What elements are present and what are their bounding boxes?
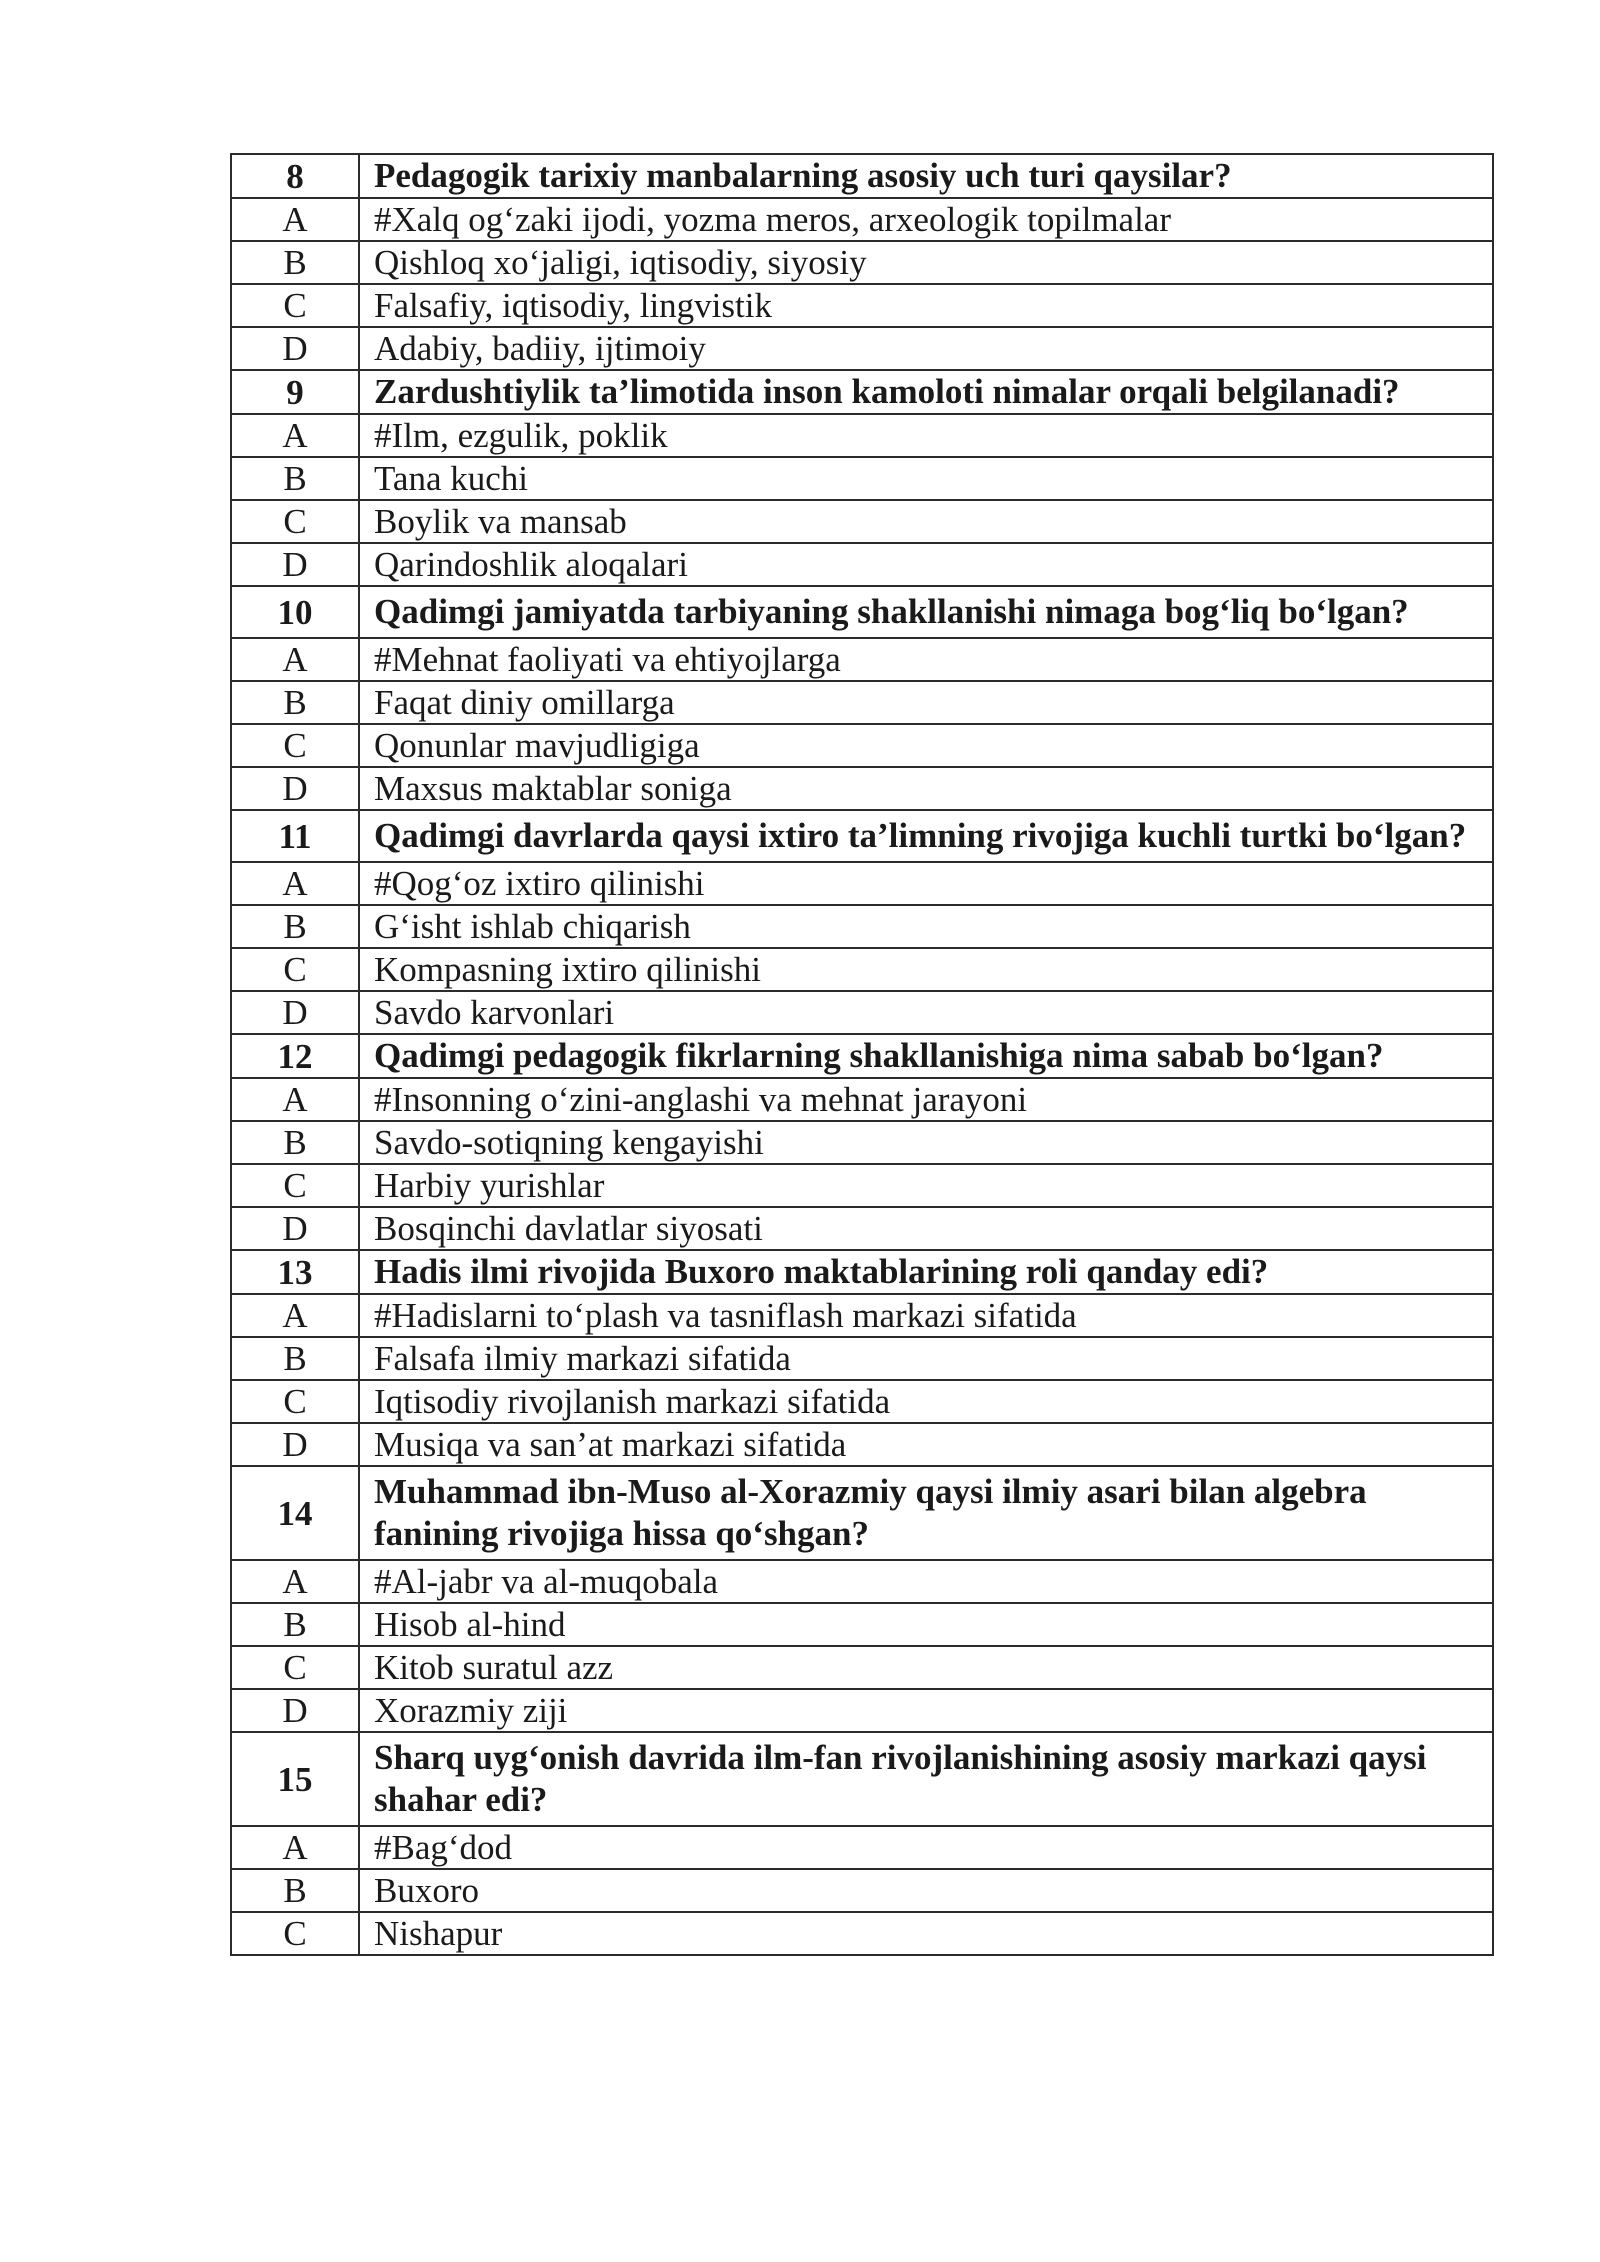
option-row xyxy=(231,905,1493,948)
option-letter: A xyxy=(231,862,359,905)
question-text: Sharq uyg‘onish davrida ilm-fan rivojlanishining asosiy markazi qaysi shahar edi? xyxy=(359,1732,1493,1826)
option-text: Falsafa ilmiy markazi sifatida xyxy=(359,1337,1493,1380)
question-number: 12 xyxy=(231,1034,359,1078)
question-row xyxy=(231,1732,1493,1826)
option-row xyxy=(231,1603,1493,1646)
option-text: Qishloq xo‘jaligi, iqtisodiy, siyosiy xyxy=(359,241,1493,284)
option-row xyxy=(231,1207,1493,1250)
option-row xyxy=(231,948,1493,991)
option-text: Xorazmiy ziji xyxy=(359,1689,1493,1732)
option-letter: D xyxy=(231,767,359,810)
quiz-table-body xyxy=(231,154,1493,1955)
option-row xyxy=(231,284,1493,327)
option-letter: C xyxy=(231,500,359,543)
option-text: Harbiy yurishlar xyxy=(359,1164,1493,1207)
question-text: Qadimgi davrlarda qaysi ixtiro ta’limning rivojiga kuchli turtki bo‘lgan? xyxy=(359,810,1493,862)
option-letter: A xyxy=(231,638,359,681)
option-text: Musiqa va san’at markazi sifatida xyxy=(359,1423,1493,1466)
option-text: Kitob suratul azz xyxy=(359,1646,1493,1689)
option-letter: C xyxy=(231,1912,359,1955)
option-row xyxy=(231,241,1493,284)
option-text: #Insonning o‘zini-anglashi va mehnat jarayoni xyxy=(359,1078,1493,1121)
option-row xyxy=(231,1078,1493,1121)
option-row xyxy=(231,1121,1493,1164)
option-text: Hisob al-hind xyxy=(359,1603,1493,1646)
option-row xyxy=(231,1826,1493,1869)
option-text: #Al-jabr va al-muqobala xyxy=(359,1560,1493,1603)
option-letter: C xyxy=(231,284,359,327)
option-letter: B xyxy=(231,1869,359,1912)
question-number: 15 xyxy=(231,1732,359,1826)
option-row xyxy=(231,1294,1493,1337)
option-row xyxy=(231,1423,1493,1466)
question-number: 9 xyxy=(231,370,359,414)
option-letter: D xyxy=(231,1689,359,1732)
option-letter: B xyxy=(231,457,359,500)
option-row xyxy=(231,681,1493,724)
option-letter: C xyxy=(231,948,359,991)
option-row xyxy=(231,543,1493,586)
option-row xyxy=(231,457,1493,500)
option-text: #Qog‘oz ixtiro qilinishi xyxy=(359,862,1493,905)
option-text: Iqtisodiy rivojlanish markazi sifatida xyxy=(359,1380,1493,1423)
option-row xyxy=(231,1164,1493,1207)
option-letter: B xyxy=(231,1121,359,1164)
option-text: Bosqinchi davlatlar siyosati xyxy=(359,1207,1493,1250)
option-letter: D xyxy=(231,543,359,586)
option-text: Qarindoshlik aloqalari xyxy=(359,543,1493,586)
option-text: #Bag‘dod xyxy=(359,1826,1493,1869)
option-letter: C xyxy=(231,1164,359,1207)
question-number: 10 xyxy=(231,586,359,638)
option-row xyxy=(231,1912,1493,1955)
option-row xyxy=(231,724,1493,767)
question-row xyxy=(231,370,1493,414)
option-letter: A xyxy=(231,414,359,457)
option-letter: B xyxy=(231,241,359,284)
option-row xyxy=(231,500,1493,543)
question-row xyxy=(231,1250,1493,1294)
option-letter: D xyxy=(231,327,359,370)
question-number: 11 xyxy=(231,810,359,862)
option-text: Savdo karvonlari xyxy=(359,991,1493,1034)
option-text: Qonunlar mavjudligiga xyxy=(359,724,1493,767)
option-row xyxy=(231,198,1493,241)
option-letter: B xyxy=(231,681,359,724)
option-row xyxy=(231,1689,1493,1732)
option-letter: A xyxy=(231,1294,359,1337)
option-text: #Hadislarni to‘plash va tasniflash markazi sifatida xyxy=(359,1294,1493,1337)
option-text: Falsafiy, iqtisodiy, lingvistik xyxy=(359,284,1493,327)
question-row xyxy=(231,1466,1493,1560)
option-letter: B xyxy=(231,1337,359,1380)
option-letter: B xyxy=(231,1603,359,1646)
question-row xyxy=(231,810,1493,862)
option-text: #Xalq og‘zaki ijodi, yozma meros, arxeologik topilmalar xyxy=(359,198,1493,241)
option-row xyxy=(231,991,1493,1034)
option-text: Maxsus maktablar soniga xyxy=(359,767,1493,810)
question-row xyxy=(231,1034,1493,1078)
question-text: Zardushtiylik ta’limotida inson kamoloti nimalar orqali belgilanadi? xyxy=(359,370,1493,414)
question-text: Qadimgi jamiyatda tarbiyaning shakllanishi nimaga bog‘liq bo‘lgan? xyxy=(359,586,1493,638)
option-letter: A xyxy=(231,1560,359,1603)
question-number: 8 xyxy=(231,154,359,198)
question-row xyxy=(231,586,1493,638)
option-letter: C xyxy=(231,1380,359,1423)
question-number: 14 xyxy=(231,1466,359,1560)
option-letter: A xyxy=(231,198,359,241)
option-text: #Ilm, ezgulik, poklik xyxy=(359,414,1493,457)
option-row xyxy=(231,1869,1493,1912)
option-text: Buxoro xyxy=(359,1869,1493,1912)
question-row xyxy=(231,154,1493,198)
option-text: G‘isht ishlab chiqarish xyxy=(359,905,1493,948)
option-letter: D xyxy=(231,1423,359,1466)
option-row xyxy=(231,1380,1493,1423)
question-text: Pedagogik tarixiy manbalarning asosiy uch turi qaysilar? xyxy=(359,154,1493,198)
option-letter: D xyxy=(231,1207,359,1250)
option-letter: C xyxy=(231,724,359,767)
option-row xyxy=(231,767,1493,810)
question-text: Muhammad ibn-Muso al-Xorazmiy qaysi ilmiy asari bilan algebra fanining rivojiga hissa qo‘shgan? xyxy=(359,1466,1493,1560)
option-text: Savdo-sotiqning kengayishi xyxy=(359,1121,1493,1164)
option-letter: B xyxy=(231,905,359,948)
option-letter: D xyxy=(231,991,359,1034)
option-letter: A xyxy=(231,1078,359,1121)
question-text: Qadimgi pedagogik fikrlarning shakllanishiga nima sabab bo‘lgan? xyxy=(359,1034,1493,1078)
option-text: Boylik va mansab xyxy=(359,500,1493,543)
option-text: Faqat diniy omillarga xyxy=(359,681,1493,724)
option-row xyxy=(231,414,1493,457)
option-text: Nishapur xyxy=(359,1912,1493,1955)
option-letter: A xyxy=(231,1826,359,1869)
question-text: Hadis ilmi rivojida Buxoro maktablarining roli qanday edi? xyxy=(359,1250,1493,1294)
option-row xyxy=(231,862,1493,905)
option-text: #Mehnat faoliyati va ehtiyojlarga xyxy=(359,638,1493,681)
option-row xyxy=(231,1646,1493,1689)
option-letter: C xyxy=(231,1646,359,1689)
quiz-table xyxy=(230,153,1494,1956)
option-text: Tana kuchi xyxy=(359,457,1493,500)
option-text: Kompasning ixtiro qilinishi xyxy=(359,948,1493,991)
option-text: Adabiy, badiiy, ijtimoiy xyxy=(359,327,1493,370)
option-row xyxy=(231,1337,1493,1380)
question-number: 13 xyxy=(231,1250,359,1294)
option-row xyxy=(231,327,1493,370)
option-row xyxy=(231,1560,1493,1603)
option-row xyxy=(231,638,1493,681)
